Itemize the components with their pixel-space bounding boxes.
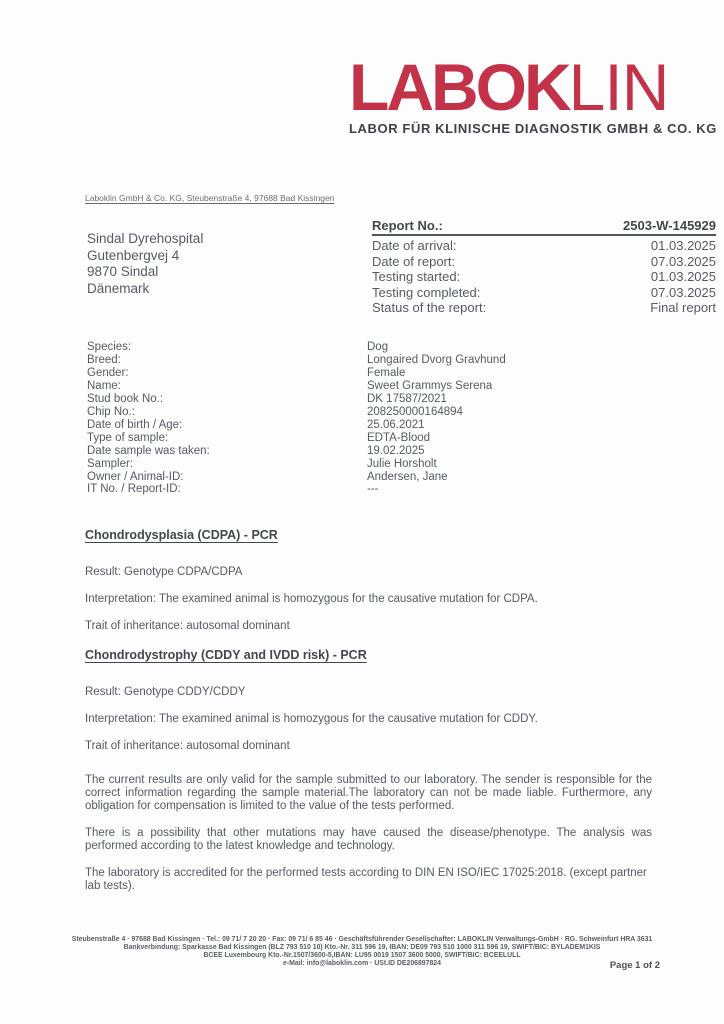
stud-book-no-label: Stud book No.: (87, 392, 164, 405)
date-sample-taken-value: 19.02.2025 (367, 444, 425, 457)
test-interpretation-cdpa: Interpretation: The examined animal is homozygous for the causative mutation for CDPA. (85, 592, 538, 605)
test-result-cddy: Result: Genotype CDDY/CDDY (85, 686, 246, 698)
species-label: Species: (87, 341, 132, 353)
date-of-birth-label: Date of birth / Age: (87, 418, 183, 431)
sample-info-row (87, 367, 647, 380)
report-info-row (372, 300, 716, 316)
sample-info-row (87, 419, 647, 432)
chip-no-label: Chip No.: (87, 405, 135, 418)
report-info-row (372, 269, 716, 285)
report-info-row (372, 285, 716, 301)
report-number-row (372, 218, 716, 236)
brand-wordmark (349, 50, 716, 124)
recipient-address (87, 231, 203, 297)
report-info-row (372, 254, 716, 270)
recipient-city: 9870 Sindal (87, 264, 159, 280)
disclaimer-accreditation: The laboratory is accredited for the performed tests according to DIN EN ISO/IEC 17025:2018. (except partner lab tests). (85, 866, 647, 892)
footer-line-bank: Bankverbindung: Sparkasse Bad Kissingen (BLZ 793 510 10) Kto.-Nr. 311 596 19, IBAN: DE09 793 510 1000 311 596 19, SWIFT/BIC: BYLADEM1KIS (123, 943, 601, 951)
date-of-birth-value: 25.06.2021 (367, 418, 425, 431)
report-info-table (372, 218, 716, 316)
page-indicator: Page 1 of 2 (609, 960, 660, 971)
report-number-value: 2503-W-145929 (623, 218, 716, 233)
testing-completed-label: Testing completed: (372, 284, 481, 300)
sample-info-row (87, 471, 647, 484)
species-value: Dog (367, 341, 389, 353)
it-no-report-id-value: --- (367, 483, 379, 496)
breed-value: Longaired Dvorg Gravhund (367, 353, 506, 366)
recipient-name: Sindal Dyrehospital (87, 231, 204, 246)
footer-line-address: Steubenstraße 4 · 97688 Bad Kissingen · Tel.: 09 71/ 7 20 20 · Fax: 09 71/ 6 85 46 · Geschäftsführender Gesellschafter: LABOKLIN Verwaltungs-GmbH · RG. Schweinfurt HRA 3631 (71, 936, 653, 943)
report-info-row (372, 238, 716, 254)
test-result-cdpa: Result: Genotype CDPA/CDPA (85, 566, 243, 578)
recipient-country: Dänemark (87, 280, 150, 296)
test-heading-cddy: Chondrodystrophy (CDDY and IVDD risk) - PCR (85, 648, 367, 662)
sample-info-row (87, 445, 647, 458)
chip-no-value: 208250000164894 (367, 405, 463, 418)
it-no-report-id-label: IT No. / Report-ID: (87, 483, 181, 496)
test-inheritance-cdpa: Trait of inheritance: autosomal dominant (85, 619, 290, 632)
sample-info-row (87, 393, 647, 406)
date-of-report-label: Date of report: (372, 253, 456, 269)
breed-label: Breed: (87, 353, 121, 366)
stud-book-no-value: DK 17587/2021 (367, 392, 447, 405)
sample-info-row (87, 432, 647, 445)
sample-info-row (87, 483, 647, 496)
date-sample-taken-label: Date sample was taken: (87, 444, 210, 457)
testing-started-value: 01.03.2025 (650, 269, 716, 285)
report-status-label: Status of the report: (372, 300, 487, 316)
gender-label: Gender: (87, 366, 129, 379)
owner-animal-id-label: Owner / Animal-ID: (87, 470, 184, 483)
test-interpretation-cddy: Interpretation: The examined animal is homozygous for the causative mutation for CDDY. (85, 712, 538, 725)
date-of-arrival-label: Date of arrival: (372, 238, 457, 253)
date-of-report-value: 07.03.2025 (650, 253, 716, 269)
type-of-sample-label: Type of sample: (87, 431, 169, 444)
disclaimer-mutations: There is a possibility that other mutations may have caused the disease/phenotype. The analysis was performed according to the latest knowledge and technology. (85, 826, 652, 852)
sampler-value: Julie Horsholt (367, 457, 437, 470)
recipient-street: Gutenbergvej 4 (87, 247, 180, 263)
footer-line-email: e-Mail: info@laboklin.com · USt.ID DE206897824 (283, 959, 441, 967)
brand-wordmark-bold: LABOK (349, 50, 569, 124)
sender-address-line: Laboklin GmbH & Co. KG, Steubenstraße 4, 97688 Bad Kissingen (85, 193, 335, 203)
testing-started-label: Testing started: (372, 269, 461, 285)
test-heading-cdpa: Chondrodysplasia (CDPA) - PCR (85, 528, 278, 542)
report-status-value: Final report (650, 300, 716, 316)
date-of-arrival-value: 01.03.2025 (650, 238, 716, 253)
brand-wordmark-light: LIN (568, 50, 669, 124)
sample-info-table (87, 341, 647, 496)
laboklin-logo (349, 50, 718, 136)
sampler-label: Sampler: (87, 457, 134, 470)
disclaimer-liability: The current results are only valid for the sample submitted to our laboratory. The sender is responsible for the correct information regarding the sample material.The laboratory can not be made liable. Furthermore, any obligation for compensation is limited to the value of the tests performed. (85, 773, 652, 813)
type-of-sample-value: EDTA-Blood (367, 431, 431, 444)
sample-info-row (87, 380, 647, 393)
footer-line-bank-lux: BCEE Luxembourg Kto.-Nr.1507/3600-5,IBAN: LU95 0019 1507 3600 5000, SWIFT/BIC: BCEELULL (203, 951, 521, 959)
report-number-label: Report No.: (372, 218, 443, 233)
test-inheritance-cddy: Trait of inheritance: autosomal dominant (85, 739, 290, 752)
test-section-cdpa (85, 528, 652, 633)
sample-info-row (87, 354, 647, 367)
footer-company-info (30, 936, 694, 968)
owner-animal-id-value: Andersen, Jane (367, 470, 448, 483)
name-value: Sweet Grammys Serena (367, 379, 493, 392)
sample-info-row (87, 406, 647, 419)
sample-info-row (87, 458, 647, 471)
sample-info-row (87, 341, 647, 354)
test-section-cddy (85, 648, 652, 753)
testing-completed-value: 07.03.2025 (650, 284, 716, 300)
brand-subtitle: LABOR FÜR KLINISCHE DIAGNOSTIK GMBH & CO. KG (349, 121, 718, 136)
gender-value: Female (367, 366, 406, 379)
name-label: Name: (87, 379, 121, 392)
